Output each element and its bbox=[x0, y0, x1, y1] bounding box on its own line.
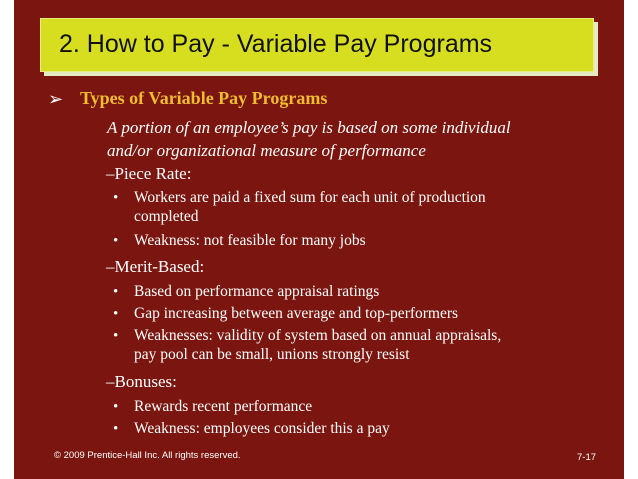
arrow-bullet-icon: ➢ bbox=[48, 89, 64, 110]
bullet-text: Rewards recent performance bbox=[134, 398, 313, 415]
section-label-merit-based: –Merit-Based: bbox=[106, 257, 205, 276]
intro-line-2: and/or organizational measure of performance bbox=[107, 141, 426, 160]
page-number: 7-17 bbox=[577, 452, 597, 463]
bullet-text: Gap increasing between average and top-performers bbox=[134, 305, 459, 322]
section-label-piece-rate: –Piece Rate: bbox=[106, 164, 192, 183]
section-heading: Types of Variable Pay Programs bbox=[80, 88, 328, 108]
bullet-text: Weakness: not feasible for many jobs bbox=[134, 232, 366, 249]
bullet-icon: • bbox=[113, 233, 119, 249]
intro-line-1: A portion of an employee’s pay is based on some individual bbox=[107, 118, 511, 137]
bullet-icon: • bbox=[113, 399, 119, 415]
bullet-icon: • bbox=[113, 328, 119, 344]
bullet-text: Workers are paid a fixed sum for each unit of production bbox=[134, 189, 486, 206]
bullet-icon: • bbox=[113, 306, 119, 322]
bullet-text: Based on performance appraisal ratings bbox=[134, 283, 380, 300]
bullet-text-continued: pay pool can be small, unions strongly resist bbox=[134, 346, 410, 363]
slide-title: 2. How to Pay - Variable Pay Programs bbox=[59, 30, 493, 58]
bullet-text: Weakness: employees consider this a pay bbox=[134, 420, 390, 437]
copyright-footer: © 2009 Prentice-Hall Inc. All rights reserved. bbox=[54, 450, 241, 461]
bullet-text: Weaknesses: validity of system based on annual appraisals, bbox=[134, 327, 502, 344]
bullet-icon: • bbox=[113, 284, 119, 300]
bullet-icon: • bbox=[113, 190, 119, 206]
bullet-text-continued: completed bbox=[134, 208, 199, 225]
bullet-icon: • bbox=[113, 421, 119, 437]
section-label-bonuses: –Bonuses: bbox=[106, 372, 177, 391]
